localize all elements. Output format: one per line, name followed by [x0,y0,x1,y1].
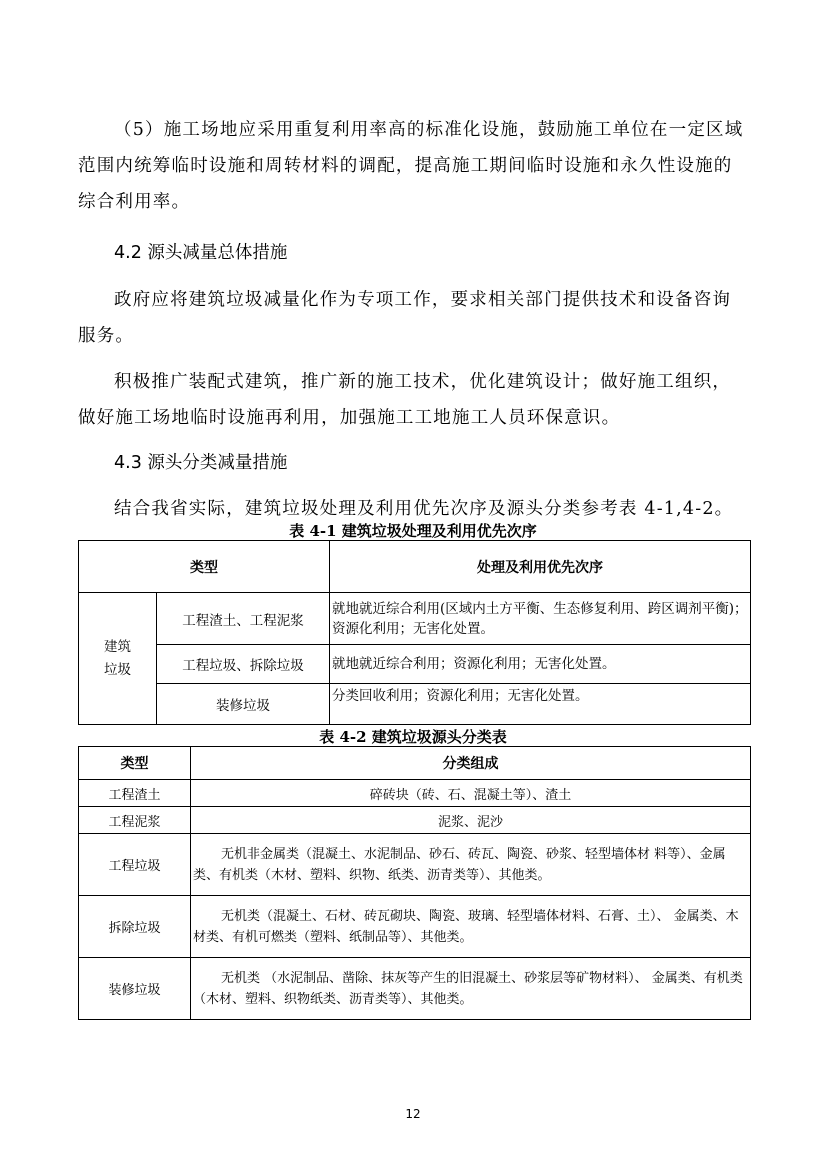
table-4-2 [78,746,751,1020]
table-sub-cell: 工程渣土、工程泥浆 [157,593,330,645]
table-4-1 [78,540,751,725]
table-type-cell: 拆除垃圾 [79,896,191,958]
table-priority-cell: 分类回收利用；资源化利用；无害化处置。 [330,684,751,725]
page-number: 12 [405,1107,421,1121]
section-heading-4-2: 4.2 源头减量总体措施 [114,243,288,263]
paragraph-item-5: （5）施工场地应采用重复利用率高的标准化设施，鼓励施工单位在一定区域范围内统筹临时设施和周转材料的调配，提高施工期间临时设施和永久性设施的综合利用率。 [78,120,744,212]
table-header-type: 类型 [79,541,330,593]
table-composition-cell: 无机类（混凝土、石材、砖瓦砌块、陶瓷、玻璃、轻型墙体材料、石膏、土）、 金属类、木材类、有机可燃类（塑料、纸制品等）、其他类。 [191,896,751,958]
table-row [79,684,751,725]
section-heading-4-3: 4.3 源头分类减量措施 [114,453,288,473]
table-header-priority: 处理及利用优先次序 [330,541,751,593]
table-row [79,834,751,896]
table-row [79,780,751,807]
table-row [79,958,751,1020]
table-header-composition: 分类组成 [191,747,751,780]
table-row [79,896,751,958]
table-composition-cell: 碎砖块（砖、石、混凝土等）、渣土 [191,780,751,807]
table-priority-cell: 就地就近综合利用(区域内土方平衡、生态修复利用、跨区调剂平衡)；资源化利用；无害化处置。 [330,593,751,645]
table-type-cell: 装修垃圾 [79,958,191,1020]
paragraph-promote: 积极推广装配式建筑，推广新的施工技术，优化建筑设计；做好施工组织，做好施工场地临时设施再利用，加强施工工地施工人员环保意识。 [78,372,732,428]
paragraph-government: 政府应将建筑垃圾减量化作为专项工作，要求相关部门提供技术和设备咨询服务。 [78,290,732,346]
table-header-type: 类型 [79,747,191,780]
table-row [79,807,751,834]
table-4-1-caption: 表 4-1 建筑垃圾处理及利用优先次序 [289,522,537,540]
table-row [79,645,751,684]
table-4-2-caption: 表 4-2 建筑垃圾源头分类表 [319,728,507,746]
paragraph-combine: 结合我省实际，建筑垃圾处理及利用优先次序及源头分类参考表 4-1,4-2。 [114,499,734,519]
table-sub-cell: 装修垃圾 [157,684,330,725]
table-type-cell: 工程泥浆 [79,807,191,834]
table-sub-cell: 工程垃圾、拆除垃圾 [157,645,330,684]
table-row [79,593,751,645]
table-composition-cell: 无机非金属类（混凝土、水泥制品、砂石、砖瓦、陶瓷、砂浆、轻型墙体材 料等）、金属类、有机类（木材、塑料、织物、纸类、沥青类等）、其他类。 [191,834,751,896]
table-category-cell: 建筑垃圾 [79,593,157,725]
table-composition-cell: 泥浆、泥沙 [191,807,751,834]
table-type-cell: 工程渣土 [79,780,191,807]
table-composition-cell: 无机类 （水泥制品、凿除、抹灰等产生的旧混凝土、砂浆层等矿物材料）、 金属类、有机类（木材、塑料、织物纸类、沥青类等）、其他类。 [191,958,751,1020]
table-priority-cell: 就地就近综合利用；资源化利用；无害化处置。 [330,645,751,684]
table-type-cell: 工程垃圾 [79,834,191,896]
